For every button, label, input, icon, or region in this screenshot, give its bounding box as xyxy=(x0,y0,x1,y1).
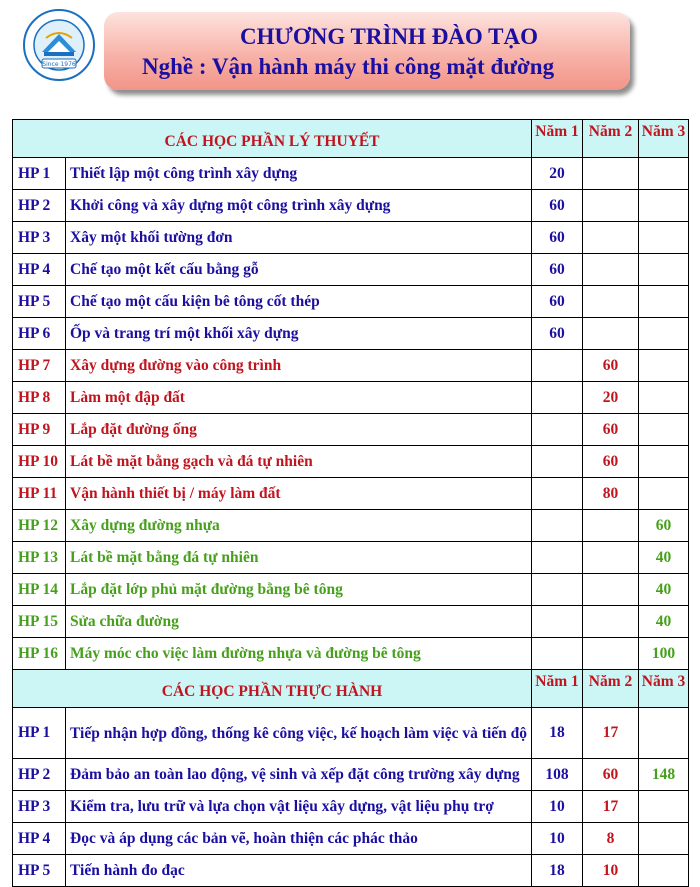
module-name: Chế tạo một cấu kiện bê tông cốt thép xyxy=(66,286,532,318)
page-subtitle: Nghề : Vận hành máy thi công mặt đường xyxy=(142,54,555,79)
module-name: Làm một đập đất xyxy=(66,382,532,414)
theory-year1-header: Năm 1 xyxy=(532,120,583,158)
table-row xyxy=(13,158,689,190)
year1-hours xyxy=(532,638,583,670)
module-name: Ốp và trang trí một khối xây dựng xyxy=(66,318,532,350)
year1-hours xyxy=(532,414,583,446)
module-code: HP 1 xyxy=(13,708,66,759)
module-code: HP 3 xyxy=(13,222,66,254)
year3-hours: 40 xyxy=(639,542,689,574)
module-name: Máy móc cho việc làm đường nhựa và đường bê tông xyxy=(66,638,532,670)
year1-hours: 10 xyxy=(532,791,583,823)
module-code: HP 12 xyxy=(13,510,66,542)
year3-hours xyxy=(639,708,689,759)
module-name: Khởi công và xây dựng một công trình xây dựng xyxy=(66,190,532,222)
year3-hours xyxy=(639,190,689,222)
year2-hours xyxy=(583,286,639,318)
year2-hours xyxy=(583,606,639,638)
table-row xyxy=(13,286,689,318)
practice-section-title: CÁC HỌC PHẦN THỰC HÀNH xyxy=(13,670,532,708)
module-code: HP 1 xyxy=(13,158,66,190)
year3-hours xyxy=(639,414,689,446)
module-code: HP 4 xyxy=(13,823,66,855)
year1-hours: 60 xyxy=(532,254,583,286)
year2-hours: 60 xyxy=(583,414,639,446)
year3-hours xyxy=(639,222,689,254)
year1-hours: 18 xyxy=(532,855,583,887)
curriculum-table xyxy=(12,119,689,887)
year1-hours xyxy=(532,542,583,574)
year3-hours xyxy=(639,254,689,286)
practice-year2-header: Năm 2 xyxy=(583,670,639,708)
year3-hours xyxy=(639,158,689,190)
table-row xyxy=(13,446,689,478)
year3-hours: 40 xyxy=(639,574,689,606)
year2-hours xyxy=(583,574,639,606)
module-code: HP 3 xyxy=(13,791,66,823)
module-code: HP 2 xyxy=(13,759,66,791)
module-code: HP 8 xyxy=(13,382,66,414)
year3-hours xyxy=(639,855,689,887)
year2-hours xyxy=(583,222,639,254)
table-row xyxy=(13,606,689,638)
year2-hours xyxy=(583,190,639,222)
title-banner xyxy=(104,12,630,90)
theory-section-header xyxy=(13,120,689,158)
year1-hours xyxy=(532,382,583,414)
school-logo xyxy=(22,8,96,82)
year1-hours: 18 xyxy=(532,708,583,759)
year2-hours xyxy=(583,638,639,670)
year3-hours: 100 xyxy=(639,638,689,670)
table-row xyxy=(13,823,689,855)
year2-hours: 10 xyxy=(583,855,639,887)
year1-hours xyxy=(532,574,583,606)
year1-hours: 60 xyxy=(532,222,583,254)
theory-year3-header: Năm 3 xyxy=(639,120,689,158)
year1-hours xyxy=(532,510,583,542)
logo-year-text: Since 1976 xyxy=(42,61,76,68)
module-name: Tiếp nhận hợp đồng, thống kê công việc, kế hoạch làm việc và tiến độ xyxy=(66,708,532,759)
module-code: HP 2 xyxy=(13,190,66,222)
module-name: Đảm bảo an toàn lao động, vệ sinh và xếp đặt công trường xây dựng xyxy=(66,759,532,791)
year2-hours: 80 xyxy=(583,478,639,510)
year2-hours xyxy=(583,510,639,542)
year3-hours: 148 xyxy=(639,759,689,791)
module-name: Lắp đặt đường ống xyxy=(66,414,532,446)
year3-hours xyxy=(639,318,689,350)
practice-year1-header: Năm 1 xyxy=(532,670,583,708)
module-name: Kiểm tra, lưu trữ và lựa chọn vật liệu xây dựng, vật liệu phụ trợ xyxy=(66,791,532,823)
year2-hours xyxy=(583,158,639,190)
module-name: Sửa chữa đường xyxy=(66,606,532,638)
module-code: HP 4 xyxy=(13,254,66,286)
year2-hours: 20 xyxy=(583,382,639,414)
year2-hours xyxy=(583,318,639,350)
year3-hours xyxy=(639,382,689,414)
module-name: Xây dựng đường vào công trình xyxy=(66,350,532,382)
table-row xyxy=(13,708,689,759)
module-name: Xây dựng đường nhựa xyxy=(66,510,532,542)
year3-hours: 60 xyxy=(639,510,689,542)
module-name: Xây một khối tường đơn xyxy=(66,222,532,254)
table-row xyxy=(13,574,689,606)
module-name: Vận hành thiết bị / máy làm đất xyxy=(66,478,532,510)
year1-hours: 60 xyxy=(532,190,583,222)
module-name: Lắp đặt lớp phủ mặt đường bằng bê tông xyxy=(66,574,532,606)
table-row xyxy=(13,478,689,510)
table-row xyxy=(13,254,689,286)
module-name: Tiến hành đo đạc xyxy=(66,855,532,887)
module-name: Đọc và áp dụng các bản vẽ, hoàn thiện các phác thảo xyxy=(66,823,532,855)
page-title: CHƯƠNG TRÌNH ĐÀO TẠO xyxy=(240,24,538,49)
module-code: HP 16 xyxy=(13,638,66,670)
module-code: HP 5 xyxy=(13,286,66,318)
year2-hours xyxy=(583,542,639,574)
theory-section-title: CÁC HỌC PHẦN LÝ THUYẾT xyxy=(13,120,532,158)
year2-hours: 17 xyxy=(583,708,639,759)
year2-hours: 8 xyxy=(583,823,639,855)
year3-hours xyxy=(639,791,689,823)
year1-hours xyxy=(532,478,583,510)
table-row xyxy=(13,855,689,887)
year1-hours: 108 xyxy=(532,759,583,791)
year1-hours: 60 xyxy=(532,318,583,350)
year2-hours xyxy=(583,254,639,286)
table-row xyxy=(13,350,689,382)
module-code: HP 10 xyxy=(13,446,66,478)
module-name: Thiết lập một công trình xây dựng xyxy=(66,158,532,190)
year3-hours xyxy=(639,823,689,855)
module-code: HP 6 xyxy=(13,318,66,350)
table-row xyxy=(13,759,689,791)
module-code: HP 9 xyxy=(13,414,66,446)
practice-year3-header: Năm 3 xyxy=(639,670,689,708)
year1-hours: 10 xyxy=(532,823,583,855)
year1-hours: 60 xyxy=(532,286,583,318)
table-row xyxy=(13,414,689,446)
year2-hours: 60 xyxy=(583,759,639,791)
module-code: HP 14 xyxy=(13,574,66,606)
table-row xyxy=(13,222,689,254)
year1-hours xyxy=(532,446,583,478)
year1-hours xyxy=(532,350,583,382)
year3-hours: 40 xyxy=(639,606,689,638)
table-row xyxy=(13,510,689,542)
module-code: HP 11 xyxy=(13,478,66,510)
module-name: Chế tạo một kết cấu bằng gỗ xyxy=(66,254,532,286)
table-row xyxy=(13,542,689,574)
year3-hours xyxy=(639,286,689,318)
table-row xyxy=(13,190,689,222)
table-row xyxy=(13,638,689,670)
year1-hours: 20 xyxy=(532,158,583,190)
year3-hours xyxy=(639,350,689,382)
table-row xyxy=(13,791,689,823)
practice-section-header xyxy=(13,670,689,708)
module-code: HP 7 xyxy=(13,350,66,382)
year2-hours: 60 xyxy=(583,446,639,478)
module-code: HP 15 xyxy=(13,606,66,638)
theory-year2-header: Năm 2 xyxy=(583,120,639,158)
year2-hours: 60 xyxy=(583,350,639,382)
year3-hours xyxy=(639,446,689,478)
table-row xyxy=(13,318,689,350)
module-code: HP 13 xyxy=(13,542,66,574)
module-code: HP 5 xyxy=(13,855,66,887)
table-row xyxy=(13,382,689,414)
year3-hours xyxy=(639,478,689,510)
year2-hours: 17 xyxy=(583,791,639,823)
module-name: Lát bề mặt bằng đá tự nhiên xyxy=(66,542,532,574)
module-name: Lát bề mặt bằng gạch và đá tự nhiên xyxy=(66,446,532,478)
year1-hours xyxy=(532,606,583,638)
